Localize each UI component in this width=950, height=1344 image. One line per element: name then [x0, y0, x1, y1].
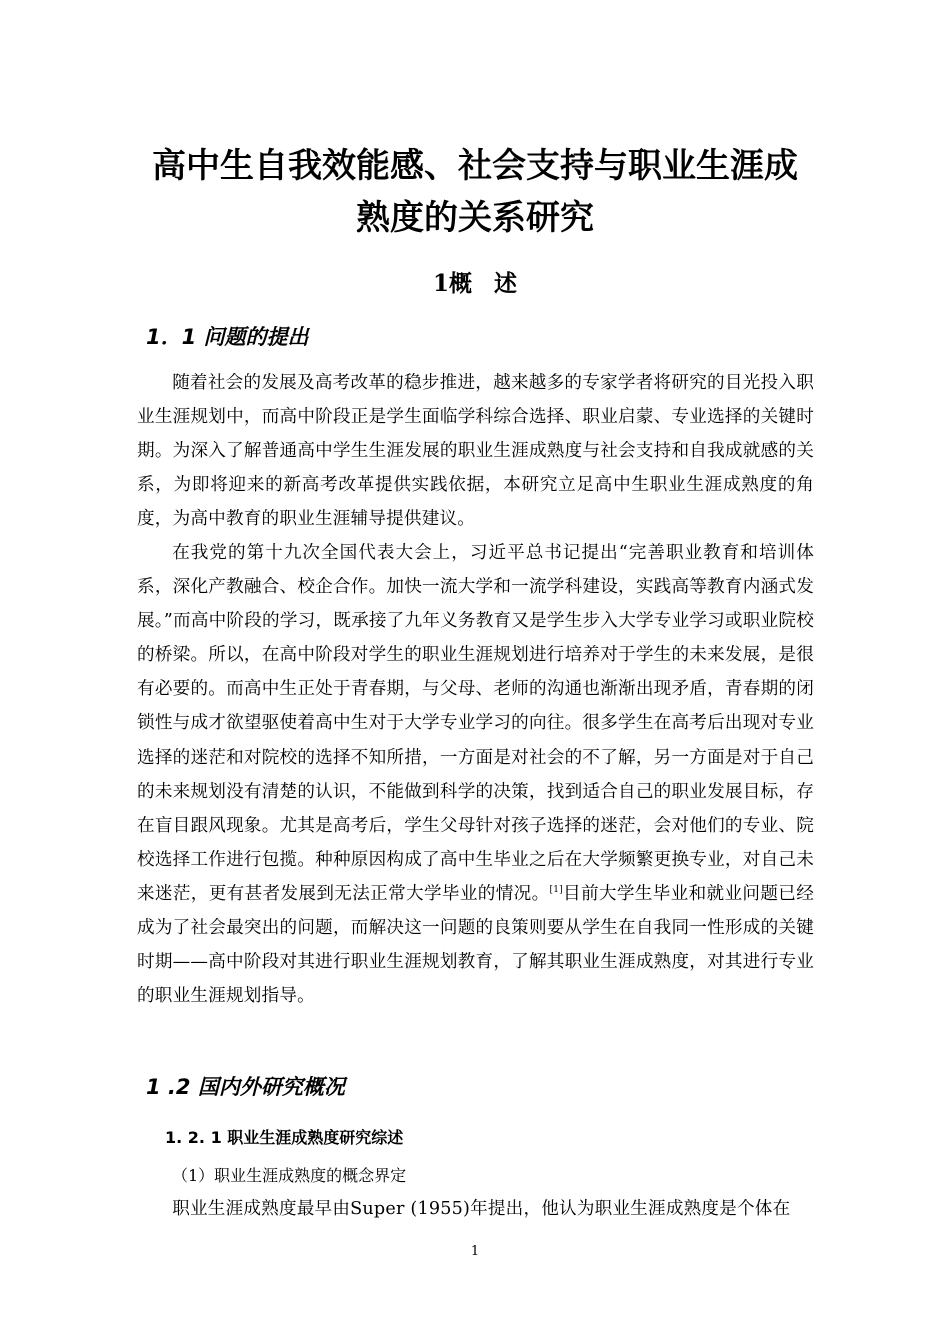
citation-reference-1: [1]: [549, 885, 563, 896]
page-number: 1: [470, 1244, 480, 1259]
section-1-2-paragraph-1: 职业生涯成熟度最早由Super (1955)年提出，他认为职业生涯成熟度是个体在: [172, 1199, 791, 1219]
section-1-1-paragraph-1: 随着社会的发展及高考改革的稳步推进，越来越多的专家学者将研究的目光投入职业生涯规划中，而高中阶段正是学生面临学科综合选择、职业启蒙、专业选择的关键时期。为深入了解普通高中学生生涯发展的职业生涯成熟度与社会支持和自我成就感的关系，为即将迎来的新高考改革提供实践依据，本研究立足高中生职业生涯成熟度的角度，为高中教育的职业生涯辅导提供建议。: [137, 373, 814, 530]
section-1-2-heading: 1 .2 国内外研究概况: [146, 1075, 345, 1099]
chapter-title-part-2: 述: [494, 270, 517, 297]
chapter-title-part-1: 概: [449, 270, 472, 297]
list-item-1: （1）职业生涯成熟度的概念界定: [172, 1166, 407, 1185]
chapter-heading: [0, 266, 950, 302]
subsection-1-2-1-heading: 1. 2. 1 职业生涯成熟度研究综述: [165, 1128, 404, 1147]
paper-title-line-1: 高中生自我效能感、社会支持与职业生涯成: [152, 146, 798, 186]
paper-title-line-2: 熟度的关系研究: [356, 198, 594, 238]
section-1-1-heading: 1．1 问题的提出: [146, 325, 309, 349]
paragraph-2-text-after-reference: 目前大学生毕业和就业问题已经成为了社会最突出的问题，而解决这一问题的良策则要从学生在自我同一性形成的关键时期——高中阶段对其进行职业生涯规划教育，了解其职业生涯成熟度，对其进行专业的职业生涯规划指导。: [137, 883, 814, 1007]
chapter-number: 1: [432, 270, 449, 297]
paragraph-2-text-before-reference: 在我党的第十九次全国代表大会上，习近平总书记提出“完善职业教育和培训体系，深化产教融合、校企合作。加快一流大学和一流学科建设，实践高等教育内涵式发展。”而高中阶段的学习，既承接了九年义务教育又是学生步入大学专业学习或职业院校的桥梁。所以，在高中阶段对学生的职业生涯规划进行培养对于学生的未来发展，是很有必要的。而高中生正处于青春期，与父母、老师的沟通也渐渐出现矛盾，青春期的闭锁性与成才欲望驱使着高中生对于大学专业学习的向往。很多学生在高考后出现对专业选择的迷茫和对院校的选择不知所措，一方面是对社会的不了解，另一方面是对于自己的未来规划没有清楚的认识，不能做到科学的决策，找到适合自己的职业发展目标，存在盲目跟风现象。尤其是高考后，学生父母针对孩子选择的迷茫，会对他们的专业、院校选择工作进行包揽。种种原因构成了高中生毕业之后在大学频繁更换专业，对自己未来迷茫，更有甚者发展到无法正常大学毕业的情况。: [137, 543, 814, 904]
section-1-1-paragraph-2: [137, 536, 814, 1013]
